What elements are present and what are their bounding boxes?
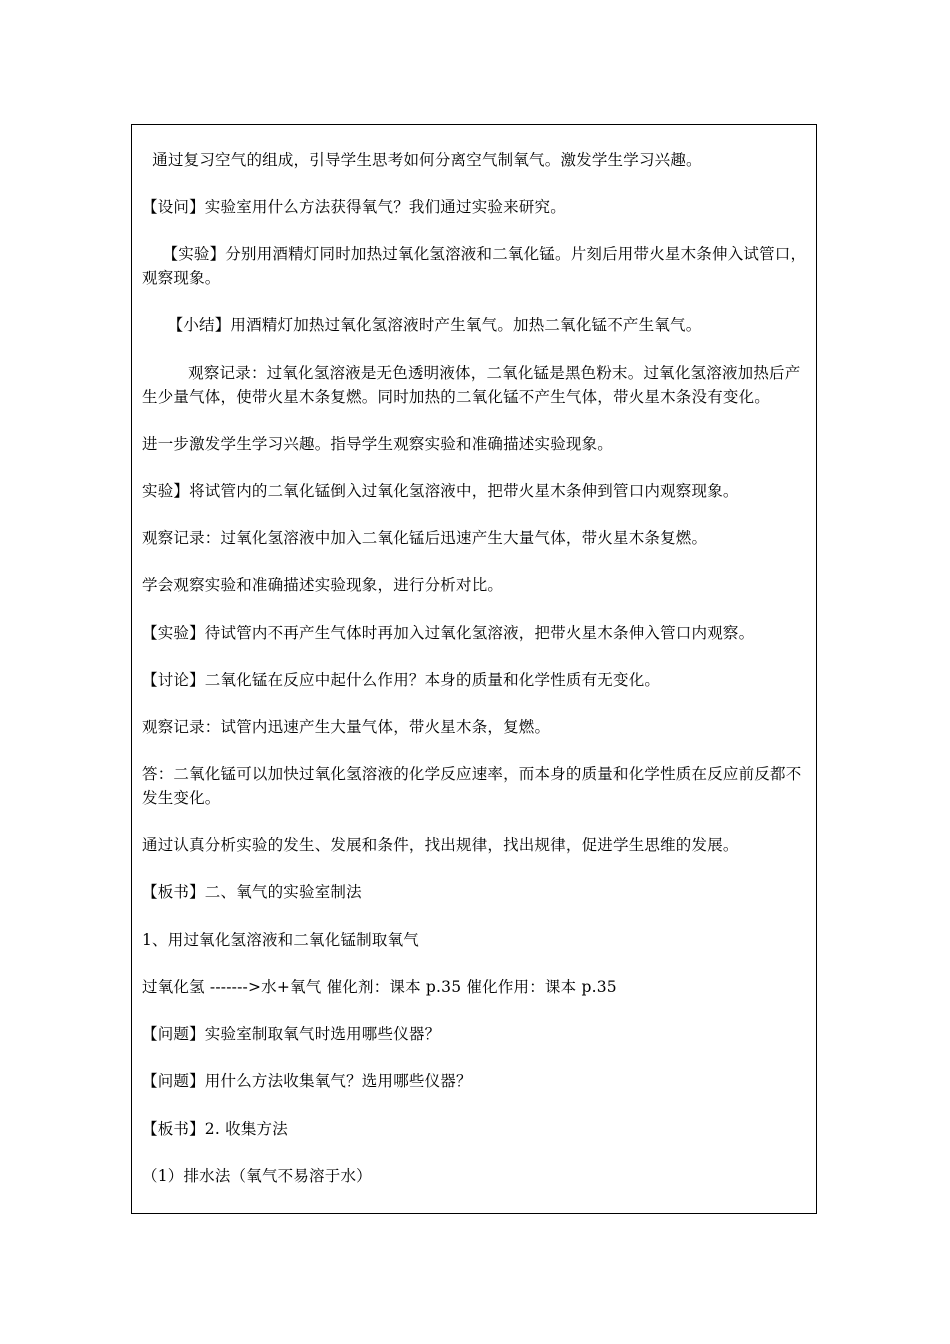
paragraph-answer: 答：二氧化锰可以加快过氧化氢溶液的化学反应速率，而本身的质量和化学性质在反应前反都不发生变化。: [142, 765, 802, 807]
paragraph-intro: 通过复习空气的组成，引导学生思考如何分离空气制氧气。激发学生学习兴趣。: [142, 151, 702, 169]
paragraph-observation-3: 观察记录：试管内迅速产生大量气体，带火星木条，复燃。: [142, 718, 551, 736]
lesson-content-box: [131, 124, 817, 1214]
paragraph-experiment-2: 实验】将试管内的二氧化锰倒入过氧化氢溶液中，把带火星木条伸到管口内观察现象。: [142, 482, 739, 500]
paragraph-experiment-1: 【实验】分别用酒精灯同时加热过氧化氢溶液和二氧化锰。片刻后用带火星木条伸入试管口，观察现象。: [142, 245, 807, 287]
paragraph-problem-2: 【问题】用什么方法收集氧气？选用哪些仪器？: [142, 1072, 472, 1090]
paragraph-method-1: 1、用过氧化氢溶液和二氧化锰制取氧气: [142, 931, 419, 949]
paragraph-water-method: （1）排水法（氧气不易溶于水）: [142, 1167, 372, 1185]
paragraph-problem-1: 【问题】实验室制取氧气时选用哪些仪器？: [142, 1025, 441, 1043]
paragraph-analysis: 通过认真分析实验的发生、发展和条件，找出规律，找出规律，促进学生思维的发展。: [142, 836, 739, 854]
paragraph-interest: 进一步激发学生学习兴趣。指导学生观察实验和准确描述实验现象。: [142, 435, 614, 453]
paragraph-summary: 【小结】用酒精灯加热过氧化氢溶液时产生氧气。加热二氧化锰不产生氧气。: [142, 316, 702, 334]
paragraph-equation: 过氧化氢 ------->水+氧气 催化剂：课本 p.35 催化作用：课本 p.35: [142, 978, 617, 996]
paragraph-observation-1: 观察记录：过氧化氢溶液是无色透明液体，二氧化锰是黑色粉末。过氧化氢溶液加热后产生少量气体，使带火星木条复燃。同时加热的二氧化锰不产生气体，带火星木条没有变化。: [142, 364, 801, 406]
paragraph-board-2: 【板书】2. 收集方法: [142, 1120, 288, 1138]
paragraph-board-1: 【板书】二、氧气的实验室制法: [142, 883, 362, 901]
paragraph-experiment-3: 【实验】待试管内不再产生气体时再加入过氧化氢溶液，把带火星木条伸入管口内观察。: [142, 624, 755, 642]
paragraph-learn: 学会观察实验和准确描述实验现象，进行分析对比。: [142, 576, 504, 594]
paragraph-observation-2: 观察记录：过氧化氢溶液中加入二氧化锰后迅速产生大量气体，带火星木条复燃。: [142, 529, 708, 547]
paragraph-question: 【设问】实验室用什么方法获得氧气？我们通过实验来研究。: [142, 198, 566, 216]
paragraph-discussion: 【讨论】二氧化锰在反应中起什么作用？本身的质量和化学性质有无变化。: [142, 671, 661, 689]
